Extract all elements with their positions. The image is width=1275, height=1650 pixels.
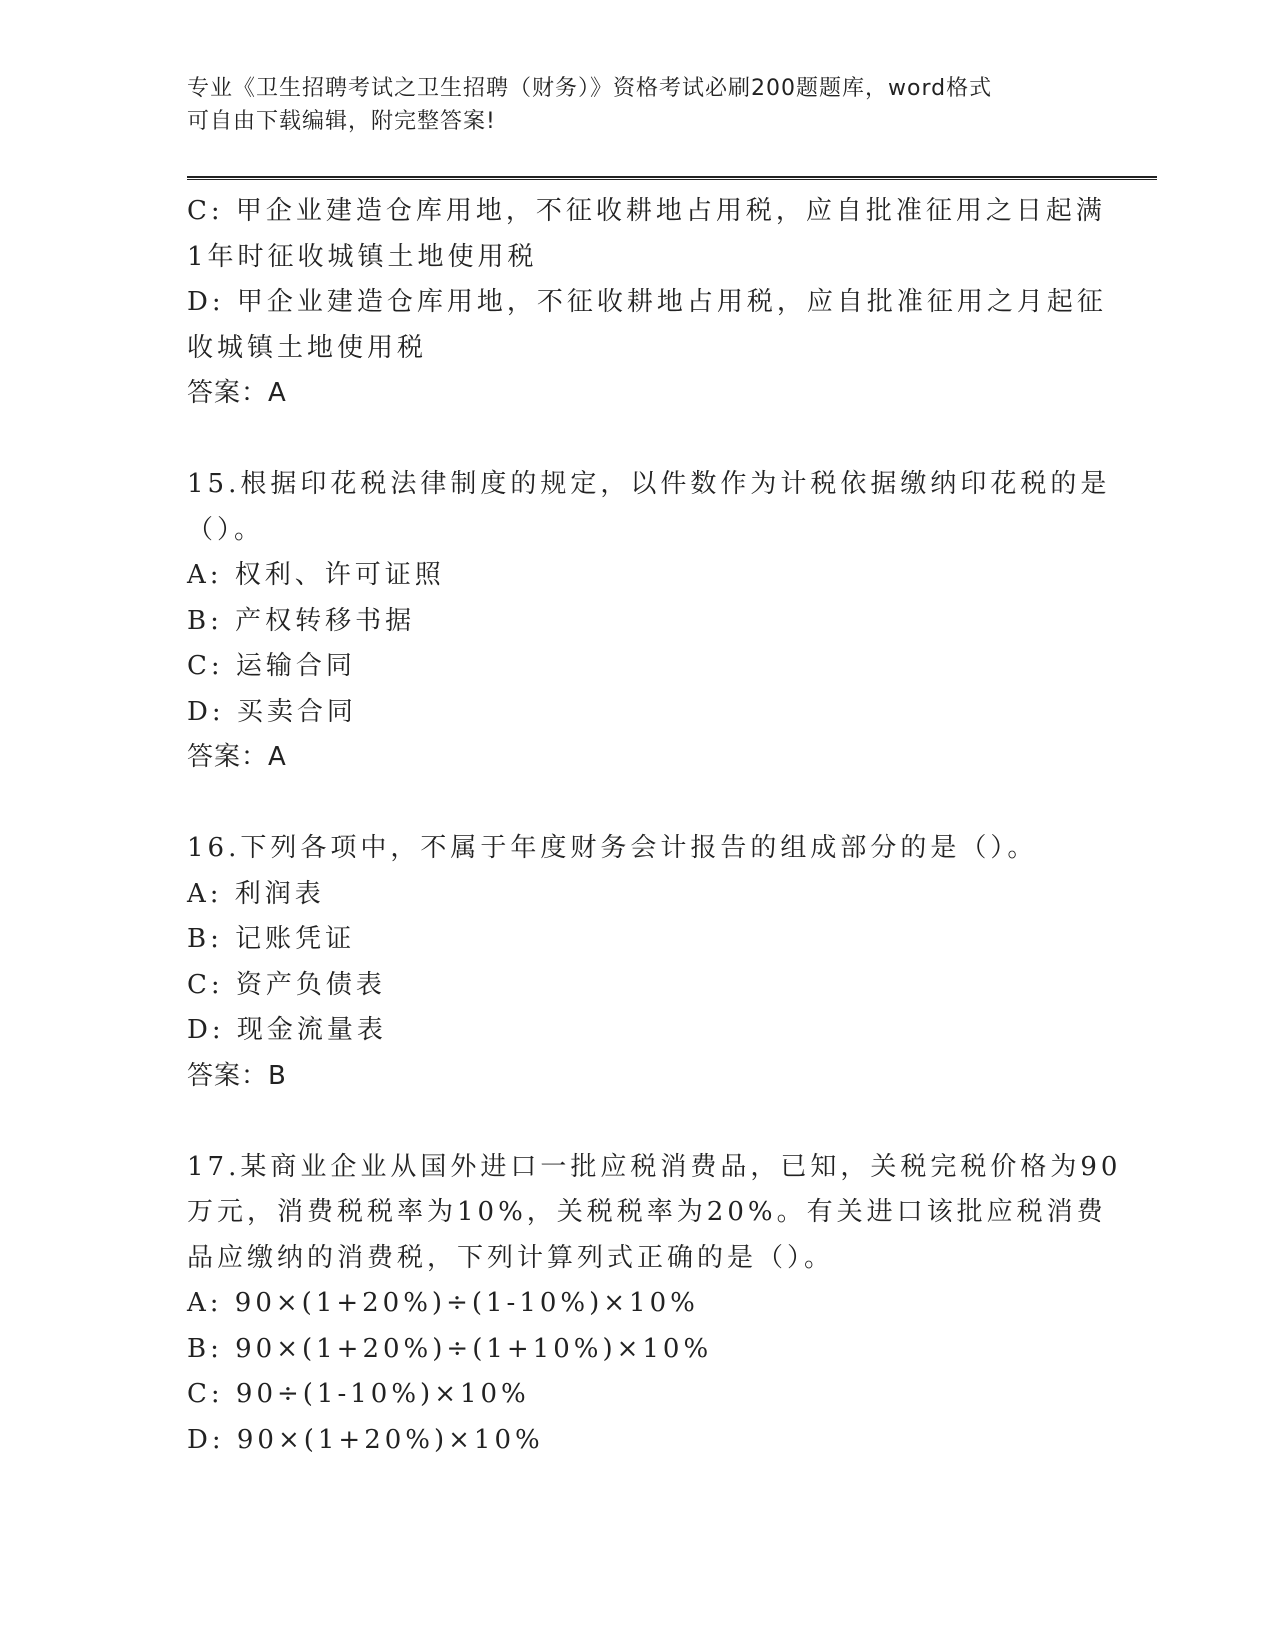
option-c: C: 90÷(1-10%)×10%	[187, 1379, 530, 1409]
header-title-line-1: 专业《卫生招聘考试之卫生招聘（财务）》资格考试必刷200题题库，word格式	[187, 76, 993, 101]
question-stem-line-3: 品应缴纳的消费税，下列计算列式正确的是（）。	[187, 1242, 835, 1273]
option-d-line-1: D: 甲企业建造仓库用地，不征收耕地占用税，应自批准征用之月起征	[187, 287, 1107, 317]
question-16	[187, 826, 1087, 1099]
option-c-line-1: C: 甲企业建造仓库用地，不征收耕地占用税，应自批准征用之日起满	[187, 196, 1106, 226]
question-stem-line-1: 15.根据印花税法律制度的规定，以件数作为计税依据缴纳印花税的是	[187, 469, 1111, 499]
option-a: A: 利润表	[187, 878, 325, 909]
question-stem-line-1: 16.下列各项中，不属于年度财务会计报告的组成部分的是（）。	[187, 833, 1038, 863]
answer-line: 答案：A	[187, 742, 287, 772]
option-d-line-2: 收城镇土地使用税	[187, 332, 428, 363]
answer-line: 答案：A	[187, 378, 287, 408]
option-b: B: 90×(1+20%)÷(1+10%)×10%	[187, 1333, 713, 1364]
option-d: D: 现金流量表	[187, 1015, 387, 1045]
spacer	[187, 417, 1087, 463]
option-a: A: 权利、许可证照	[187, 560, 445, 590]
header-divider	[187, 176, 1157, 180]
option-c: C: 运输合同	[187, 651, 356, 681]
option-b: B: 产权转移书据	[187, 605, 416, 636]
answer-line: 答案：B	[187, 1060, 287, 1091]
question-stem-line-2: （）。	[187, 514, 265, 545]
option-c-line-2: 1年时征收城镇土地使用税	[187, 241, 538, 272]
option-d: D: 90×(1+20%)×10%	[187, 1424, 544, 1455]
spacer	[187, 1099, 1087, 1145]
question-list	[187, 189, 1122, 1463]
option-a: A: 90×(1+20%)÷(1-10%)×10%	[187, 1288, 699, 1318]
option-c: C: 资产负债表	[187, 969, 386, 1000]
question-17	[187, 1145, 1122, 1464]
question-15	[187, 462, 1111, 781]
question-14-tail	[187, 189, 1107, 417]
question-stem-line-2: 万元，消费税税率为10%，关税税率为20%。有关进口该批应税消费	[187, 1197, 1107, 1227]
option-d: D: 买卖合同	[187, 696, 357, 727]
question-stem-line-1: 17.某商业企业从国外进口一批应税消费品，已知，关税完税价格为90	[187, 1151, 1122, 1182]
option-b: B: 记账凭证	[187, 924, 356, 954]
spacer	[187, 781, 1087, 827]
header-title-line-2: 可自由下载编辑，附完整答案!	[187, 109, 496, 134]
page-header	[187, 72, 1087, 138]
